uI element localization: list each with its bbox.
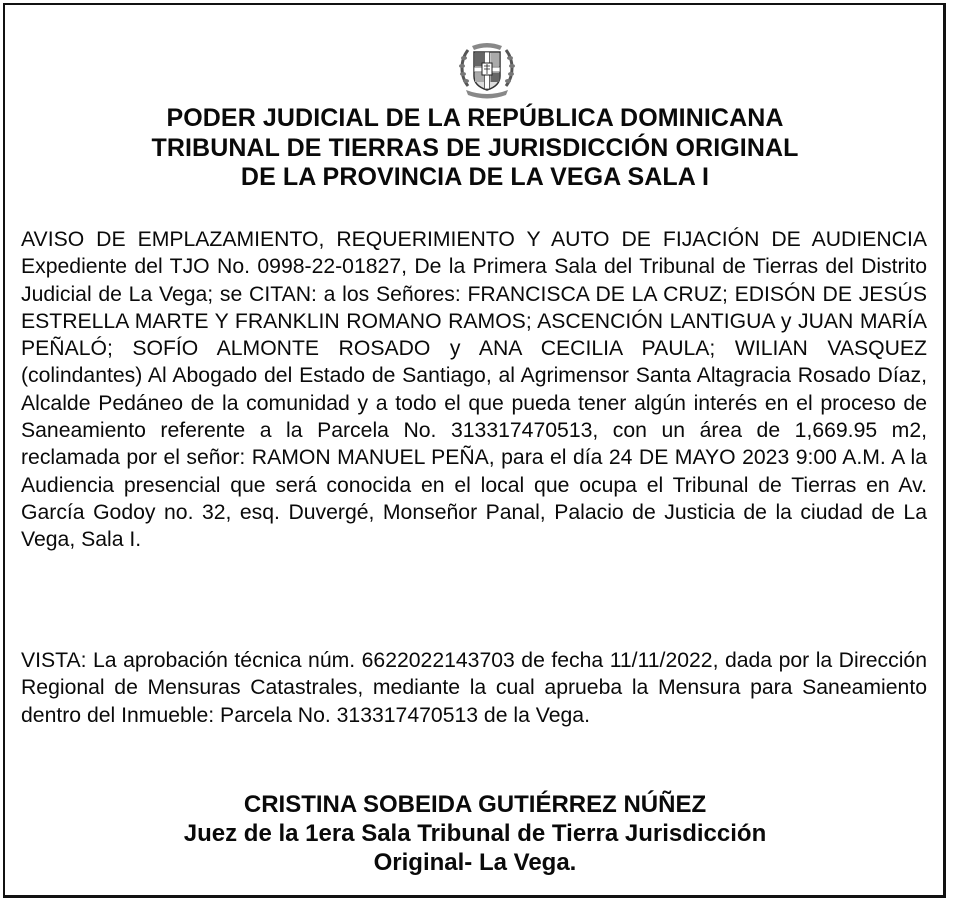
judge-signature-block bbox=[60, 790, 890, 877]
court-header bbox=[60, 104, 890, 193]
judge-title-line-1: Juez de la 1era Sala Tribunal de Tierra Jurisdicción bbox=[183, 820, 767, 847]
header-line-3: DE LA PROVINCIA DE LA VEGA SALA I bbox=[240, 163, 710, 191]
header-line-2: TRIBUNAL DE TIERRAS DE JURISDICCIÓN ORIGINAL bbox=[151, 133, 799, 162]
judge-name: CRISTINA SOBEIDA GUTIÉRREZ NÚÑEZ bbox=[243, 791, 707, 818]
judge-title-line-2: Original- La Vega. bbox=[373, 849, 577, 876]
summons-paragraph: AVISO DE EMPLAZAMIENTO, REQUERIMIENTO Y AUTO DE FIJACIÓN DE AUDIENCIA Expediente del TJO No. 0998-22-01827, De la Primera Sala del Tribunal de Tierras del Distrito Judicial de La Vega; se CITAN: a los Señores: FRANCISCA DE LA CRUZ; EDISÓN DE JESÚS ESTRELLA MARTE Y FRANKLIN ROMANO RAMOS; ASCENCIÓN LANTIGUA y JUAN MARÍA PEÑALÓ; SOFÍO ALMONTE ROSADO y ANA CECILIA PAULA; WILIAN VASQUEZ (colindantes) Al Abogado del Estado de Santiago, al Agrimensor Santa Altagracia Rosado Díaz, Alcalde Pedáneo de la comunidad y a todo el que pueda tener algún interés en el proceso de Saneamiento referente a la Parcela No. 313317470513, con un área de 1,669.95 m2, reclamada por el señor: RAMON MANUEL PEÑA, para el día 24 DE MAYO 2023 9:00 A.M. A la Audiencia presencial que será conocida en el local que ocupa el Tribunal de Tierras en Av. García Godoy no. 32, esq. Duvergé, Monseñor Panal, Palacio de Justicia de la ciudad de La Vega, Sala I. bbox=[21, 228, 927, 552]
dominican-coat-of-arms-icon bbox=[454, 36, 520, 102]
header-line-1: PODER JUDICIAL DE LA REPÚBLICA DOMINICANA bbox=[166, 104, 784, 132]
technical-approval-paragraph: VISTA: La aprobación técnica núm. 6622022143703 de fecha 11/11/2022, dada por la Dirección Regional de Mensuras Catastrales, mediante la cual aprueba la Mensura para Saneamiento dentro del Inmueble: Parcela No. 313317470513 de la Vega. bbox=[21, 649, 927, 727]
